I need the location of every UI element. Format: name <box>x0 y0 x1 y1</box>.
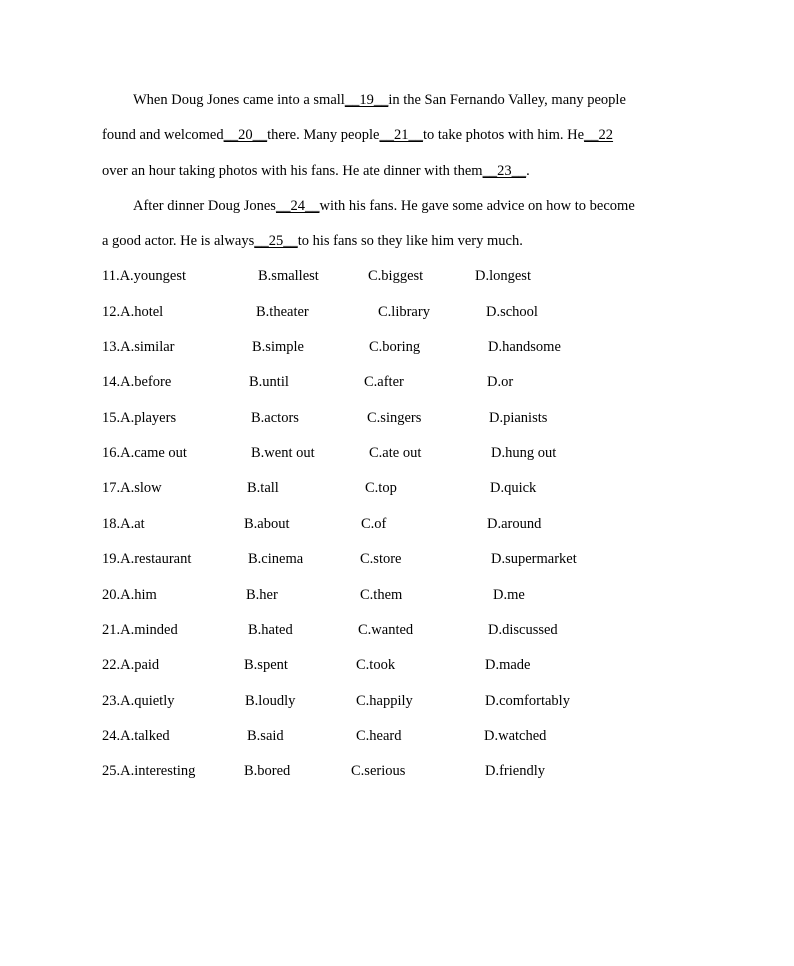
option-c: C.after <box>364 374 404 390</box>
passage-text: After dinner Doug Jones <box>133 198 276 214</box>
option-a: 25.A.interesting <box>102 763 196 779</box>
option-c: C.library <box>378 304 430 320</box>
blank-20: __20__ <box>223 127 268 143</box>
option-c: C.heard <box>356 728 402 744</box>
passage-text: with his fans. He gave some advice on how to become <box>319 198 635 214</box>
passage-line <box>133 197 635 215</box>
option-a: 16.A.came out <box>102 445 187 461</box>
option-a: 14.A.before <box>102 374 172 390</box>
option-d: D.supermarket <box>491 551 577 567</box>
option-a: 23.A.quietly <box>102 693 175 709</box>
question-row-19 <box>0 550 794 570</box>
option-b: B.actors <box>251 410 299 426</box>
option-a: 12.A.hotel <box>102 304 164 320</box>
option-a: 24.A.talked <box>102 728 170 744</box>
option-d: D.quick <box>490 480 537 496</box>
option-d: D.made <box>485 657 531 673</box>
question-row-14 <box>0 373 794 393</box>
option-d: D.longest <box>475 268 531 284</box>
question-row-25 <box>0 762 794 782</box>
passage-line <box>102 232 523 250</box>
passage-line <box>102 126 613 144</box>
option-c: C.store <box>360 551 402 567</box>
passage-line <box>133 91 626 109</box>
option-b: B.theater <box>256 304 309 320</box>
option-d: D.friendly <box>485 763 545 779</box>
option-a: 17.A.slow <box>102 480 162 496</box>
question-row-17 <box>0 479 794 499</box>
passage-text: over an hour taking photos with his fans. He ate dinner with them <box>102 163 483 179</box>
passage-text: in the San Fernando Valley, many people <box>388 92 626 108</box>
option-b: B.about <box>244 516 290 532</box>
passage-line <box>102 162 530 180</box>
blank-25: __25__ <box>254 233 298 249</box>
option-b: B.bored <box>244 763 291 779</box>
option-d: D.around <box>487 516 542 532</box>
option-d: D.school <box>486 304 538 320</box>
option-c: C.ate out <box>369 445 422 461</box>
option-b: B.cinema <box>248 551 304 567</box>
blank-21: __21__ <box>379 127 423 143</box>
question-row-15 <box>0 409 794 429</box>
question-row-20 <box>0 586 794 606</box>
question-row-16 <box>0 444 794 464</box>
option-c: C.them <box>360 587 403 603</box>
option-b: B.simple <box>252 339 304 355</box>
option-a: 22.A.paid <box>102 657 160 673</box>
question-row-22 <box>0 656 794 676</box>
option-b: B.her <box>246 587 278 603</box>
question-row-13 <box>0 338 794 358</box>
passage-text: found and welcomed <box>102 127 224 143</box>
passage-text: When Doug Jones came into a small <box>133 92 345 108</box>
option-c: C.top <box>365 480 397 496</box>
option-d: D.watched <box>484 728 547 744</box>
option-b: B.went out <box>251 445 315 461</box>
option-b: B.tall <box>247 480 279 496</box>
question-row-21 <box>0 621 794 641</box>
option-c: C.took <box>356 657 396 673</box>
option-c: C.of <box>361 516 387 532</box>
question-row-11 <box>0 267 794 287</box>
passage-text: to take photos with him. He <box>422 127 585 143</box>
option-d: D.me <box>493 587 525 603</box>
blank-19: __19__ <box>344 92 389 108</box>
option-d: D.discussed <box>488 622 558 638</box>
option-c: C.happily <box>356 693 413 709</box>
blank-22: __22 <box>584 127 614 143</box>
option-d: D.comfortably <box>485 693 570 709</box>
option-c: C.biggest <box>368 268 424 284</box>
option-a: 20.A.him <box>102 587 157 603</box>
question-row-23 <box>0 692 794 712</box>
option-a: 18.A.at <box>102 516 145 532</box>
option-d: D.handsome <box>488 339 561 355</box>
option-a: 19.A.restaurant <box>102 551 192 567</box>
option-d: D.hung out <box>491 445 557 461</box>
option-b: B.said <box>247 728 284 744</box>
option-d: D.or <box>487 374 514 390</box>
option-c: C.serious <box>351 763 406 779</box>
option-a: 15.A.players <box>102 410 177 426</box>
passage-text: to his fans so they like him very much. <box>297 233 523 249</box>
option-b: B.until <box>249 374 289 390</box>
option-b: B.hated <box>248 622 293 638</box>
blank-24: __24__ <box>275 198 320 214</box>
blank-23: __23__ <box>482 163 527 179</box>
option-c: C.boring <box>369 339 421 355</box>
option-a: 13.A.similar <box>102 339 175 355</box>
question-row-12 <box>0 303 794 323</box>
option-c: C.wanted <box>358 622 414 638</box>
option-a: 11.A.youngest <box>102 268 187 284</box>
passage-text: a good actor. He is always <box>102 233 255 249</box>
passage-text: there. Many people <box>267 127 380 143</box>
option-c: C.singers <box>367 410 422 426</box>
question-row-18 <box>0 515 794 535</box>
question-row-24 <box>0 727 794 747</box>
option-d: D.pianists <box>489 410 548 426</box>
option-b: B.spent <box>244 657 288 673</box>
passage-text: . <box>526 163 530 179</box>
option-b: B.loudly <box>245 693 296 709</box>
option-b: B.smallest <box>258 268 319 284</box>
option-a: 21.A.minded <box>102 622 178 638</box>
